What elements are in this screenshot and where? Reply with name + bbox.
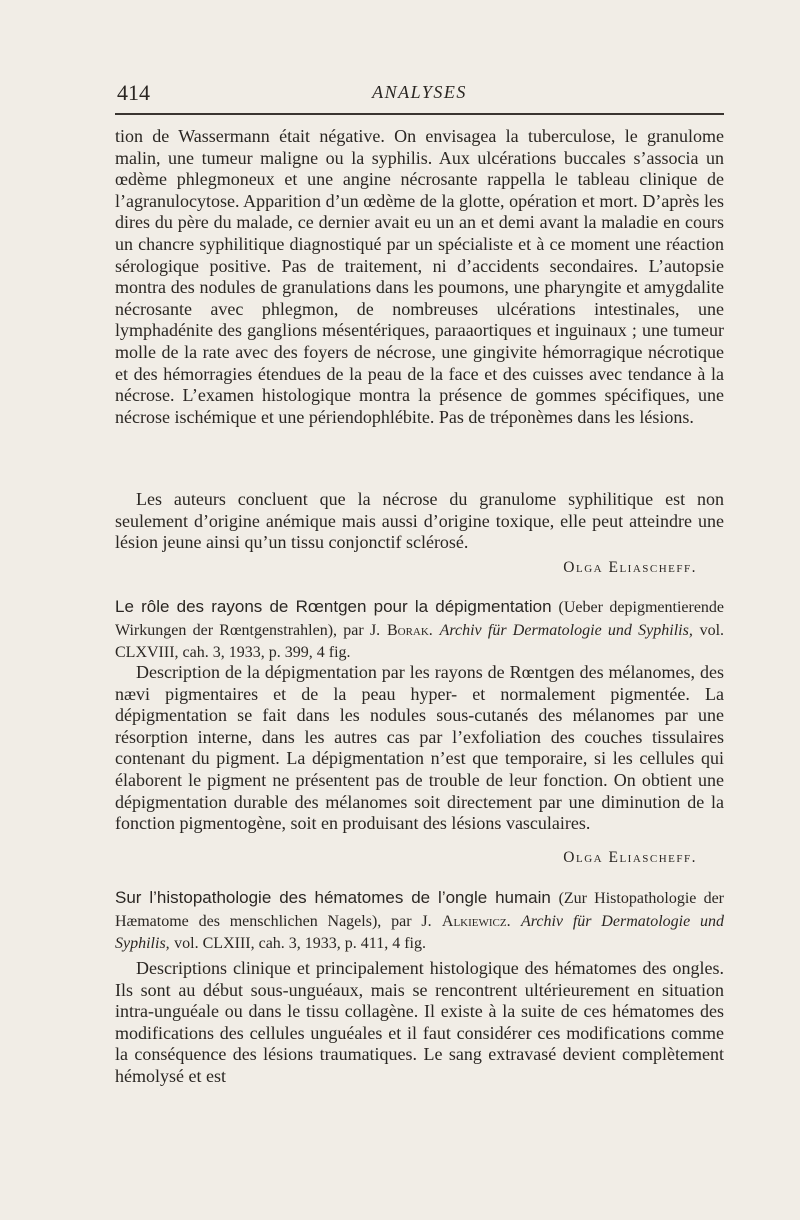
page-number: 414 — [117, 80, 150, 105]
article-2-journal: Archiv für Dermatologie und Syphilis, — [439, 621, 693, 639]
article-2-body: Description de la dépigmentation par les rayons de Rœntgen des mélanomes, des nævi pigmentaires et de la peau hyper- et normalement pigmentée. La dépigmentation se fait dans les nodules sous-cutanés des mélanomes par une résorption interne, dans les autres cas par l’exfoliation des couches tissulaires contenant du pigment. La dépigmentation n’est que temporaire, si les cellules qui élaborent le pigment ne présentent pas de trouble de leur fonction. On obtient une dépigmentation durable des mélanomes soit directement par une diminution de la fonction pigmentogène, soit en produisant des lésions vasculaires. — [115, 662, 724, 834]
article-3-title: Sur l’histopathologie des hématomes de l’ongle humain — [115, 888, 551, 907]
article-3-heading — [115, 887, 724, 955]
article-2-title: Le rôle des rayons de Rœntgen pour la dépigmentation — [115, 597, 552, 616]
running-title: ANALYSES — [372, 82, 467, 102]
article-1-paragraph-1: tion de Wassermann était négative. On envisagea la tuberculose, le granulome malin, une tumeur maligne ou la syphilis. Aux ulcérations buccales s’associa un œdème phlegmoneux et une angine nécrosante rappella le tableau clinique de l’agranulocytose. Apparition d’un œdème de la glotte, opération et mort. D’après les dires du père du malade, ce dernier avait eu un an et demi avant la maladie en cours un chancre syphilitique diagnostiqué par un spécialiste et à ce moment une réaction sérologique positive. Pas de traitement, ni d’accidents secondaires. L’autopsie montra des nodules de granulations dans les poumons, une pharyngite et amygdalite nécrosante avec phlegmon, de nombreuses ulcérations intestinales, une lymphadénite des ganglions mésentériques, paraaortiques et inguinaux ; une tumeur molle de la rate avec des foyers de nécrose, une gingivite hémorragique nécrotique et des hémorragies étendues de la peau de la face et des cuisses avec tendance à la nécrose. L’examen histologique montra la présence de gommes spécifiques, une nécrose ischémique et une périendophlébite. Pas de tréponèmes dans les lésions. — [115, 126, 724, 427]
article-2-ref-original: (Ueber depigmentierende Wirkungen der Rœntgenstrahlen), par J. — [115, 599, 725, 639]
article-3-ref-original: (Zur Histopathologie der Hæmatome des menschlichen Nagels), par J. — [115, 890, 725, 930]
page-header — [115, 78, 724, 108]
article-2-heading — [115, 596, 724, 664]
article-2-author: Borak. — [386, 621, 433, 639]
header-rule — [115, 113, 724, 115]
article-1-signature: Olga Eliascheff. — [563, 559, 697, 576]
article-1-paragraph-2: Les auteurs concluent que la nécrose du granulome syphilitique est non seulement d’origine anémique mais aussi d’origine toxique, elle peut atteindre une lésion jeune ainsi qu’un tissu conjonctif sclérosé. — [115, 489, 724, 553]
article-3-journal: Archiv für Dermatologie und Syphilis, — [115, 912, 724, 952]
article-3-author: Alkiewicz. — [441, 912, 511, 930]
article-2-ref-details: vol. CLXVIII, cah. 3, 1933, p. 399, 4 fig. — [115, 621, 725, 661]
article-3-ref-details: vol. CLXIII, cah. 3, 1933, p. 411, 4 fig. — [174, 935, 426, 952]
article-2-signature: Olga Eliascheff. — [563, 849, 697, 866]
article-3-body: Descriptions clinique et principalement histologique des hématomes des ongles. Ils sont au début sous-unguéaux, mais se rencontrent ultérieurement en situation intra-unguéale ou dans le tissu collagène. Il existe à la suite de ces hématomes des modifications des cellules unguéales et il faut considérer ces modifications comme la conséquence des lésions traumatiques. Le sang extravasé devient complètement hémolysé et est — [115, 958, 724, 1086]
